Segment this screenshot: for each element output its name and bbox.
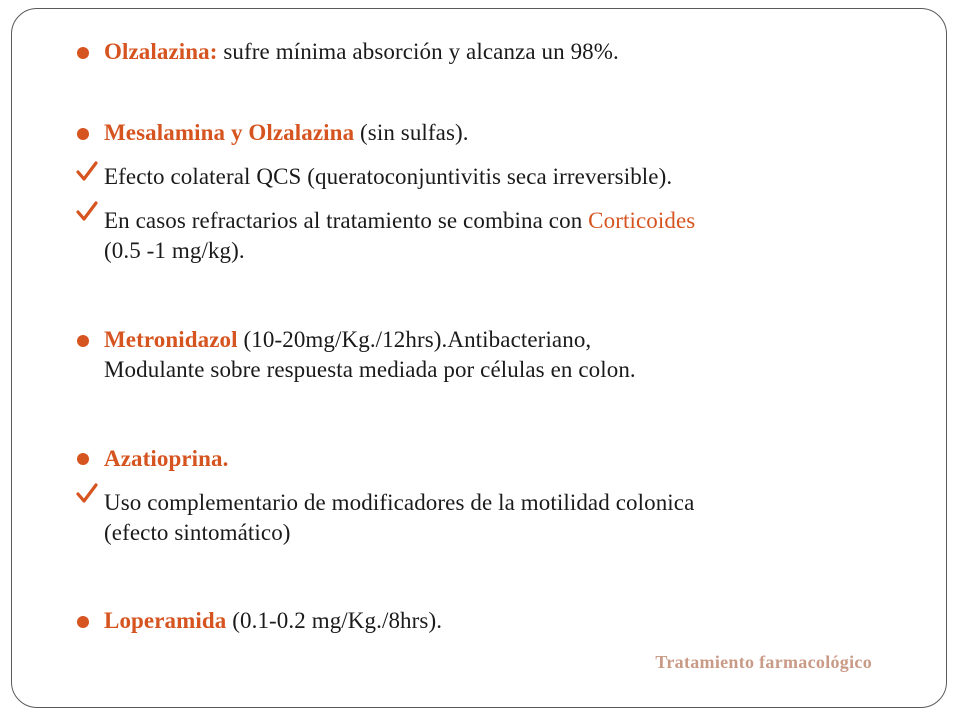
item-text: En casos refractarios al tratamiento se combina con — [104, 208, 589, 233]
list-item-uso-complementario — [104, 488, 694, 548]
item-highlight: Corticoides — [588, 208, 696, 233]
bullet-dot-icon — [77, 335, 89, 347]
item-text: Efecto colateral QCS (queratoconjuntivitis seca irreversible). — [104, 164, 673, 189]
item-heading: Metronidazol — [104, 327, 238, 352]
item-line-1 — [104, 206, 695, 236]
item-text: sufre mínima absorción y alcanza un 98%. — [217, 39, 619, 64]
list-item-loperamida — [104, 606, 442, 636]
item-text: (sin sulfas). — [354, 120, 469, 145]
item-line-1 — [104, 325, 636, 355]
item-heading: Olzalazina: — [104, 39, 218, 64]
item-heading: Loperamida — [104, 608, 227, 633]
list-item-metronidazol — [104, 325, 636, 385]
list-item-casos-refractarios — [104, 206, 695, 266]
item-line-2: Modulante sobre respuesta mediada por células en colon. — [104, 357, 636, 382]
item-text: (0.1-0.2 mg/Kg./8hrs). — [226, 608, 443, 633]
checkmark-icon — [76, 482, 98, 504]
list-item-azatioprina — [104, 444, 229, 474]
item-text: (10-20mg/Kg./12hrs).Antibacteriano, — [237, 327, 592, 352]
item-heading: Azatioprina. — [104, 446, 229, 471]
item-line-2: (0.5 -1 mg/kg). — [104, 238, 245, 263]
list-item-mesalamina — [104, 118, 469, 148]
bullet-dot-icon — [77, 616, 89, 628]
checkmark-icon — [76, 160, 98, 182]
item-line-1: Uso complementario de modificadores de la motilidad colonica — [104, 490, 695, 515]
list-item-efecto-colateral — [104, 162, 672, 192]
slide-footer: Tratamiento farmacológico — [655, 652, 872, 672]
bullet-dot-icon — [77, 128, 89, 140]
checkmark-icon — [76, 200, 98, 222]
bullet-dot-icon — [77, 47, 89, 59]
item-line-2: (efecto sintomático) — [104, 520, 291, 545]
list-item-olzalazina — [104, 37, 619, 67]
bullet-dot-icon — [77, 453, 89, 465]
item-heading: Mesalamina y Olzalazina — [104, 120, 355, 145]
